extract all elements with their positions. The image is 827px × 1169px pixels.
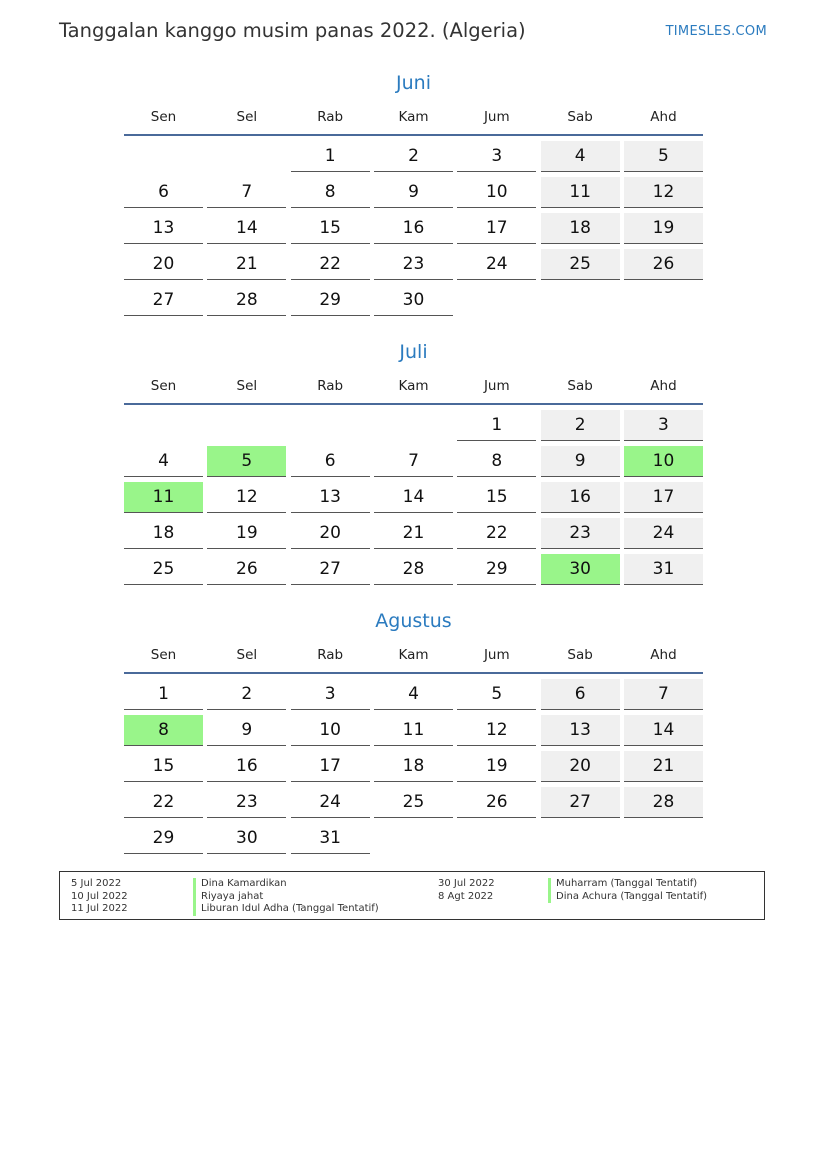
day-cell: 7 xyxy=(374,446,453,477)
day-cell: 17 xyxy=(624,482,703,513)
weekday-label: Ahd xyxy=(650,647,677,663)
day-cell: 22 xyxy=(457,518,536,549)
day-cell: 29 xyxy=(124,823,203,854)
weekday-header xyxy=(124,646,703,674)
day-cell: 25 xyxy=(374,787,453,818)
weekday-label: Jum xyxy=(483,647,510,663)
empty-cell xyxy=(207,141,286,172)
legend-date: 30 Jul 2022 xyxy=(438,878,495,889)
weekday-label: Kam xyxy=(398,647,429,663)
legend-date: 11 Jul 2022 xyxy=(71,903,128,914)
day-cell: 27 xyxy=(541,787,620,818)
weekday-label: Sab xyxy=(567,109,593,125)
day-cell: 13 xyxy=(541,715,620,746)
day-cell: 8 xyxy=(457,446,536,477)
weekday-label: Sen xyxy=(150,109,177,125)
empty-cell xyxy=(207,410,286,441)
legend-holiday-name: Dina Achura (Tanggal Tentatif) xyxy=(548,891,707,904)
day-cell: 14 xyxy=(207,213,286,244)
day-cell: 29 xyxy=(457,554,536,585)
empty-cell xyxy=(124,410,203,441)
day-cell: 16 xyxy=(541,482,620,513)
weekday-label: Kam xyxy=(398,109,429,125)
day-cell: 26 xyxy=(457,787,536,818)
legend-row xyxy=(438,891,758,904)
legend-column-left xyxy=(71,878,421,916)
day-cell: 11 xyxy=(541,177,620,208)
day-cell: 9 xyxy=(541,446,620,477)
holiday-day-cell: 30 xyxy=(541,554,620,585)
day-cell: 5 xyxy=(457,679,536,710)
day-cell: 25 xyxy=(541,249,620,280)
day-cell: 15 xyxy=(457,482,536,513)
day-cell: 7 xyxy=(207,177,286,208)
page-title: Tanggalan kanggo musim panas 2022. (Algeria) xyxy=(59,19,526,42)
empty-cell xyxy=(374,410,453,441)
day-cell: 16 xyxy=(207,751,286,782)
day-cell: 21 xyxy=(624,751,703,782)
day-cell: 27 xyxy=(124,285,203,316)
weekday-label: Jum xyxy=(483,378,510,394)
day-cell: 4 xyxy=(374,679,453,710)
weekday-label: Sen xyxy=(150,378,177,394)
weekday-label: Rab xyxy=(317,647,344,663)
day-cell: 2 xyxy=(207,679,286,710)
day-cell: 24 xyxy=(457,249,536,280)
day-cell: 24 xyxy=(624,518,703,549)
day-cell: 20 xyxy=(124,249,203,280)
month-title: Juli xyxy=(399,341,428,363)
empty-cell xyxy=(291,410,370,441)
day-cell: 8 xyxy=(291,177,370,208)
day-cell: 29 xyxy=(291,285,370,316)
day-cell: 23 xyxy=(374,249,453,280)
day-cell: 3 xyxy=(624,410,703,441)
weekday-label: Sab xyxy=(567,378,593,394)
day-cell: 22 xyxy=(124,787,203,818)
day-cell: 24 xyxy=(291,787,370,818)
holiday-day-cell: 5 xyxy=(207,446,286,477)
day-cell: 16 xyxy=(374,213,453,244)
day-cell: 28 xyxy=(207,285,286,316)
day-cell: 14 xyxy=(374,482,453,513)
day-cell: 18 xyxy=(541,213,620,244)
weekday-header xyxy=(124,377,703,405)
day-cell: 28 xyxy=(624,787,703,818)
weekday-label: Ahd xyxy=(650,378,677,394)
holiday-day-cell: 8 xyxy=(124,715,203,746)
holiday-day-cell: 10 xyxy=(624,446,703,477)
month-title: Juni xyxy=(396,72,431,94)
weekday-label: Kam xyxy=(398,378,429,394)
day-grid xyxy=(124,679,703,854)
day-cell: 18 xyxy=(124,518,203,549)
day-cell: 1 xyxy=(457,410,536,441)
day-cell: 31 xyxy=(624,554,703,585)
day-cell: 15 xyxy=(124,751,203,782)
weekday-label: Rab xyxy=(317,109,344,125)
day-cell: 31 xyxy=(291,823,370,854)
day-cell: 7 xyxy=(624,679,703,710)
holiday-day-cell: 11 xyxy=(124,482,203,513)
holiday-legend xyxy=(59,871,765,920)
legend-date: 5 Jul 2022 xyxy=(71,878,122,889)
weekday-label: Sen xyxy=(150,647,177,663)
day-cell: 2 xyxy=(374,141,453,172)
legend-date: 10 Jul 2022 xyxy=(71,890,128,902)
day-cell: 10 xyxy=(291,715,370,746)
day-cell: 18 xyxy=(374,751,453,782)
day-cell: 23 xyxy=(207,787,286,818)
day-cell: 17 xyxy=(291,751,370,782)
day-cell: 5 xyxy=(624,141,703,172)
day-cell: 6 xyxy=(124,177,203,208)
legend-holiday-name: Liburan Idul Adha (Tanggal Tentatif) xyxy=(193,903,379,916)
weekday-label: Jum xyxy=(483,109,510,125)
weekday-label: Rab xyxy=(317,378,344,394)
day-cell: 1 xyxy=(291,141,370,172)
legend-row xyxy=(438,878,758,891)
day-cell: 13 xyxy=(291,482,370,513)
month-calendar-juni xyxy=(124,68,703,316)
day-grid xyxy=(124,410,703,585)
day-cell: 26 xyxy=(207,554,286,585)
legend-holiday-name: Riyaya jahat xyxy=(193,891,263,904)
weekday-label: Ahd xyxy=(650,109,677,125)
legend-row xyxy=(71,878,421,891)
day-cell: 22 xyxy=(291,249,370,280)
day-cell: 25 xyxy=(124,554,203,585)
legend-holiday-name: Dina Kamardikan xyxy=(193,878,287,891)
day-cell: 12 xyxy=(207,482,286,513)
weekday-label: Sel xyxy=(236,378,258,394)
day-cell: 10 xyxy=(457,177,536,208)
day-cell: 11 xyxy=(374,715,453,746)
day-cell: 23 xyxy=(541,518,620,549)
day-cell: 2 xyxy=(541,410,620,441)
day-cell: 13 xyxy=(124,213,203,244)
weekday-label: Sab xyxy=(567,647,593,663)
day-cell: 28 xyxy=(374,554,453,585)
weekday-header xyxy=(124,108,703,136)
day-grid xyxy=(124,141,703,316)
day-cell: 19 xyxy=(457,751,536,782)
day-cell: 30 xyxy=(207,823,286,854)
day-cell: 26 xyxy=(624,249,703,280)
day-cell: 9 xyxy=(374,177,453,208)
day-cell: 27 xyxy=(291,554,370,585)
month-calendar-agustus xyxy=(124,606,703,854)
legend-holiday-name: Muharram (Tanggal Tentatif) xyxy=(548,878,697,891)
day-cell: 12 xyxy=(624,177,703,208)
day-cell: 19 xyxy=(624,213,703,244)
day-cell: 21 xyxy=(207,249,286,280)
day-cell: 14 xyxy=(624,715,703,746)
day-cell: 1 xyxy=(124,679,203,710)
day-cell: 6 xyxy=(291,446,370,477)
month-calendar-juli xyxy=(124,337,703,585)
day-cell: 30 xyxy=(374,285,453,316)
day-cell: 20 xyxy=(291,518,370,549)
day-cell: 20 xyxy=(541,751,620,782)
legend-column-right xyxy=(438,878,758,903)
weekday-label: Sel xyxy=(236,109,258,125)
day-cell: 9 xyxy=(207,715,286,746)
weekday-label: Sel xyxy=(236,647,258,663)
brand-link[interactable]: TIMESLES.COM xyxy=(665,24,767,39)
legend-row xyxy=(71,891,421,904)
legend-date: 8 Agt 2022 xyxy=(438,890,494,902)
day-cell: 3 xyxy=(457,141,536,172)
month-title: Agustus xyxy=(375,610,452,632)
day-cell: 17 xyxy=(457,213,536,244)
day-cell: 6 xyxy=(541,679,620,710)
day-cell: 19 xyxy=(207,518,286,549)
day-cell: 15 xyxy=(291,213,370,244)
day-cell: 21 xyxy=(374,518,453,549)
day-cell: 4 xyxy=(541,141,620,172)
legend-row xyxy=(71,903,421,916)
empty-cell xyxy=(124,141,203,172)
day-cell: 12 xyxy=(457,715,536,746)
day-cell: 3 xyxy=(291,679,370,710)
day-cell: 4 xyxy=(124,446,203,477)
